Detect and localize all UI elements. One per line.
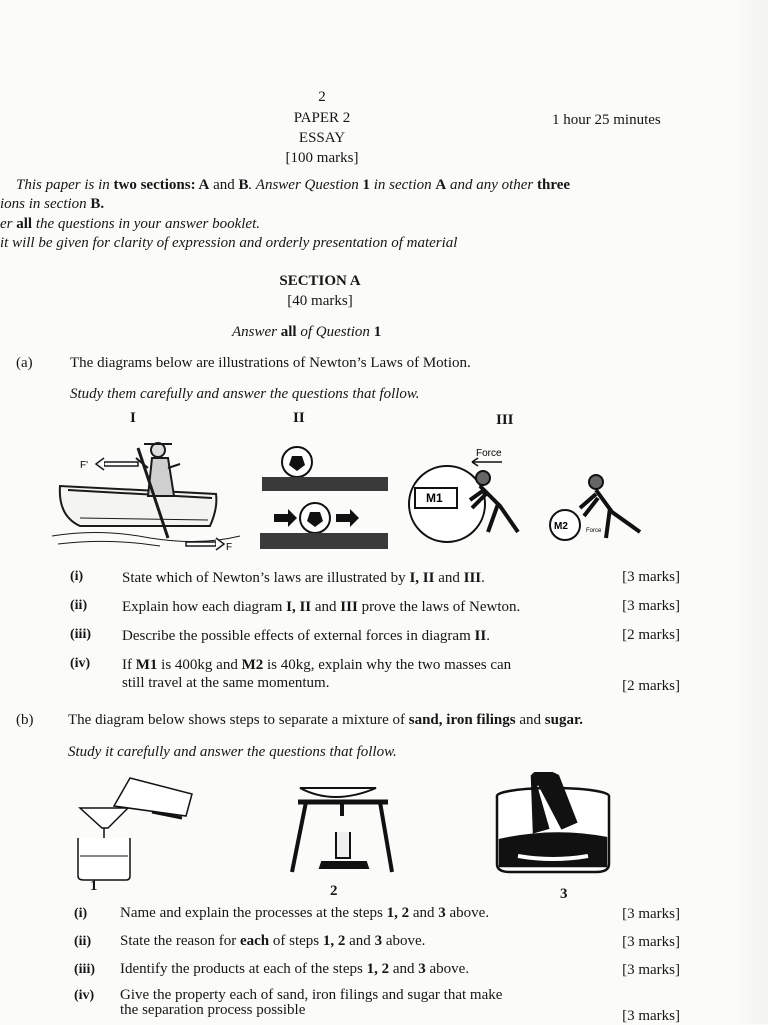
part-b-intro: The diagram below shows steps to separate a mixture of sand, iron filings and sugar.	[68, 712, 583, 728]
filter-funnel	[80, 808, 128, 828]
step-label-1: 1	[90, 878, 98, 894]
part-b-label: (b)	[16, 712, 34, 728]
board-bottom	[260, 533, 388, 549]
step-label-3: 3	[560, 886, 568, 902]
football-diagram	[260, 447, 388, 549]
evaporating-dish	[300, 788, 376, 797]
instruction-line-2: ions in section B.	[0, 196, 105, 212]
part-b-study-note: Study it carefully and answer the questions that follow.	[68, 744, 397, 760]
step-label-2: 2	[330, 883, 338, 899]
mixture	[500, 833, 606, 866]
part-a-intro: The diagrams below are illustrations of Newton’s Laws of Motion.	[70, 355, 471, 371]
part-a-label: (a)	[16, 355, 33, 371]
marks-b-i: [3 marks]	[622, 906, 680, 922]
arrow-left	[274, 509, 297, 527]
marks-a-i: [3 marks]	[622, 569, 680, 585]
paper-title: PAPER 2	[293, 110, 351, 126]
question-b-iv: (iv) Give the property each of sand, iron filings and sugar that make the separation process possible [3 marks]	[74, 987, 680, 1024]
force-label: Force	[476, 448, 502, 459]
force-small-label: Force	[586, 528, 602, 534]
f-prime-label: F'	[80, 460, 89, 471]
figure-label-II: II	[293, 410, 305, 426]
scanned-page-edge	[732, 0, 768, 1024]
instruction-line-4: it will be given for clarity of expression and orderly presentation of material	[0, 235, 458, 251]
marks-a-iii: [2 marks]	[622, 627, 680, 643]
marks-b-iv: [3 marks]	[622, 1008, 680, 1024]
paper-type: ESSAY	[298, 130, 346, 146]
part-a-study-note: Study them carefully and answer the questions that follow.	[70, 386, 420, 402]
beaker-1	[78, 838, 130, 880]
instruction-line-3: er all the questions in your answer booklet.	[0, 216, 260, 232]
burner-base	[320, 862, 368, 868]
filtration-setup	[78, 778, 192, 880]
paper-marks: [100 marks]	[285, 150, 359, 166]
question-a-iv: (iv) If M1 is 400kg and M2 is 40kg, explain why the two masses can still travel at the same momentum. [2 marks]	[70, 656, 680, 694]
question-b-ii: (ii) State the reason for each of steps 1, 2 and 3 above. [3 marks]	[74, 933, 680, 950]
separation-diagram	[70, 772, 630, 884]
marks-b-ii: [3 marks]	[622, 934, 680, 950]
board-top	[262, 477, 388, 491]
marks-a-iv: [2 marks]	[622, 678, 680, 694]
question-b-i: (i) Name and explain the processes at the steps 1, 2 and 3 above. [3 marks]	[74, 905, 680, 922]
figure-label-I: I	[130, 410, 136, 426]
newton-laws-diagram	[40, 428, 680, 560]
answer-instruction: Answer all of Question 1	[232, 324, 382, 340]
section-title: SECTION A	[279, 273, 361, 289]
paper-duration: 1 hour 25 minutes	[552, 112, 661, 128]
arrow-f	[186, 542, 216, 546]
page-number: 2	[318, 89, 326, 105]
question-b-iii: (iii) Identify the products at each of the steps 1, 2 and 3 above. [3 marks]	[74, 961, 680, 978]
m1-label: M1	[426, 491, 443, 505]
arrow-f-prime	[104, 462, 138, 466]
instruction-line-1: This paper is in two sections: A and B. Answer Question 1 in section A and any other three	[16, 177, 571, 193]
section-marks: [40 marks]	[287, 293, 353, 309]
marks-b-iii: [3 marks]	[622, 962, 680, 978]
f-label: F	[226, 542, 233, 553]
m2-label: M2	[554, 521, 568, 532]
arrow-right	[336, 509, 359, 527]
question-a-i: (i) State which of Newton’s laws are illustrated by I, II and III. [3 marks]	[70, 569, 680, 586]
question-a-iii: (iii) Describe the possible effects of external forces in diagram II. [2 marks]	[70, 627, 680, 644]
figure-label-III: III	[496, 412, 514, 428]
evaporation-setup	[292, 788, 392, 872]
burner	[336, 832, 350, 858]
canoeist-figure	[136, 443, 180, 496]
marks-a-ii: [3 marks]	[622, 598, 680, 614]
magnet-setup	[497, 772, 609, 872]
question-a-ii: (ii) Explain how each diagram I, II and III prove the laws of Newton. [3 marks]	[70, 598, 680, 615]
